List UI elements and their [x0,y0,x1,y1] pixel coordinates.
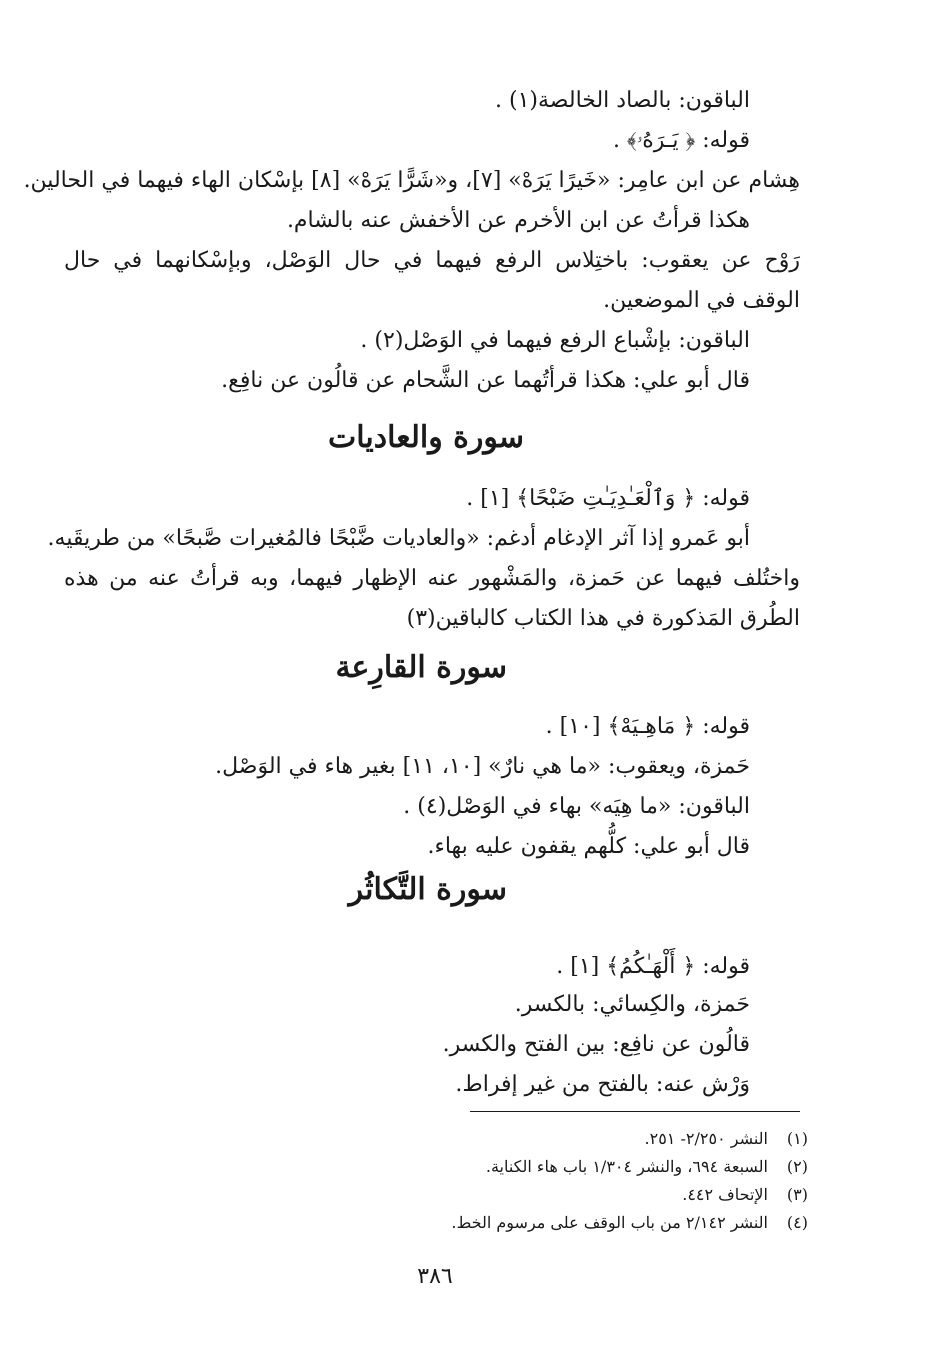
footnote-text: النشر ٢/٢٥٠- ٢٥١. [644,1129,768,1148]
footnote-text: النشر ٢/١٤٢ من باب الوقف على مرسوم الخط. [451,1213,768,1232]
text-line: هكذا قرأتُ عن ابن الأخرم عن الأخفش عنه بالشام. [286,208,750,233]
text-line: حَمزة، ويعقوب: «ما هي نارٌ» [١٠، ١١] بغير هاء في الوَصْل. [215,754,750,779]
text-line: قالُون عن نافِع: بين الفتح والكسر. [442,1032,750,1057]
footnote [451,1212,808,1234]
surah-heading-adiyat: سورة والعاديات [328,420,524,455]
text-line: أبو عَمرو إذا آثر الإدغام أدغم: «والعاديات ضَّبْحًا فالمُغيرات صَّبحًا» من طريقَيه. [47,526,750,551]
footnote-number: (٤) [786,1213,808,1232]
footnote-text: الإتحاف ٤٤٢. [682,1185,768,1204]
text-line: هِشام عن ابن عامِر: «خَيرًا يَرَهْ» [٧]، و«شَرًّا يَرَهْ» [٨] بإسْكان الهاء فيهما في الحالين. [23,168,800,193]
text-line: الباقون: «ما هِيَه» بهاء في الوَصْل(٤) . [403,794,750,819]
text-line: الوقف في الموضعين. [603,288,800,313]
footnote-separator [470,1111,800,1112]
text-line: قال أبو علي: كلُّهم يقفون عليه بهاء. [427,834,750,859]
footnote-number: (٢) [786,1157,808,1176]
verse-quote-line: قوله: ﴿ وَٱلْعَـٰدِيَـٰتِ ضَبْحًا﴾ [١] . [466,486,750,511]
footnote [645,1128,808,1150]
verse-quote-line: قوله: ﴿ يَـرَهُۥ﴾ . [613,128,750,153]
text-line: وَرْش عنه: بالفتح من غير إفراط. [455,1072,750,1097]
footnote-number: (٣) [786,1185,808,1204]
verse-quote-line: قوله: ﴿ أَلْهَـٰكُمُ﴾ [١] . [556,954,750,979]
text-line: قال أبو علي: هكذا قرأتُهما عن الشَّحام عن قالُون عن نافِع. [221,368,750,393]
text-line: الباقون: بالصاد الخالصة(١) . [495,88,750,113]
verse-quote-line: قوله: ﴿ مَاهِـيَهْ﴾ [١٠] . [545,714,750,739]
text-line: حَمزة، والكِسائي: بالكسر. [514,992,750,1017]
text-line: الطُرق المَذكورة في هذا الكتاب كالباقين(٣) [406,606,800,631]
surah-heading-takathur: سورة التَّكاثُر [348,872,507,907]
text-line: رَوْح عن يعقوب: باختِلاس الرفع فيهما في حال الوَصْل، وبإسْكانهما في حال [64,248,800,273]
footnote [486,1156,808,1178]
text-line: واختُلف فيهما عن حَمزة، والمَشْهور عنه الإظهار فيهما، وبه قرأتُ عنه من هذه [64,566,800,591]
surah-heading-qariah: سورة القارِعة [335,650,507,685]
footnote-number: (١) [786,1129,808,1148]
text-line: الباقون: بإشْباع الرفع فيهما في الوَصْل(٢) . [360,328,750,353]
footnote [682,1184,808,1206]
page-number: ٣٨٦ [417,1264,453,1289]
footnote-text: السبعة ٦٩٤، والنشر ١/٣٠٤ باب هاء الكناية. [485,1157,768,1176]
